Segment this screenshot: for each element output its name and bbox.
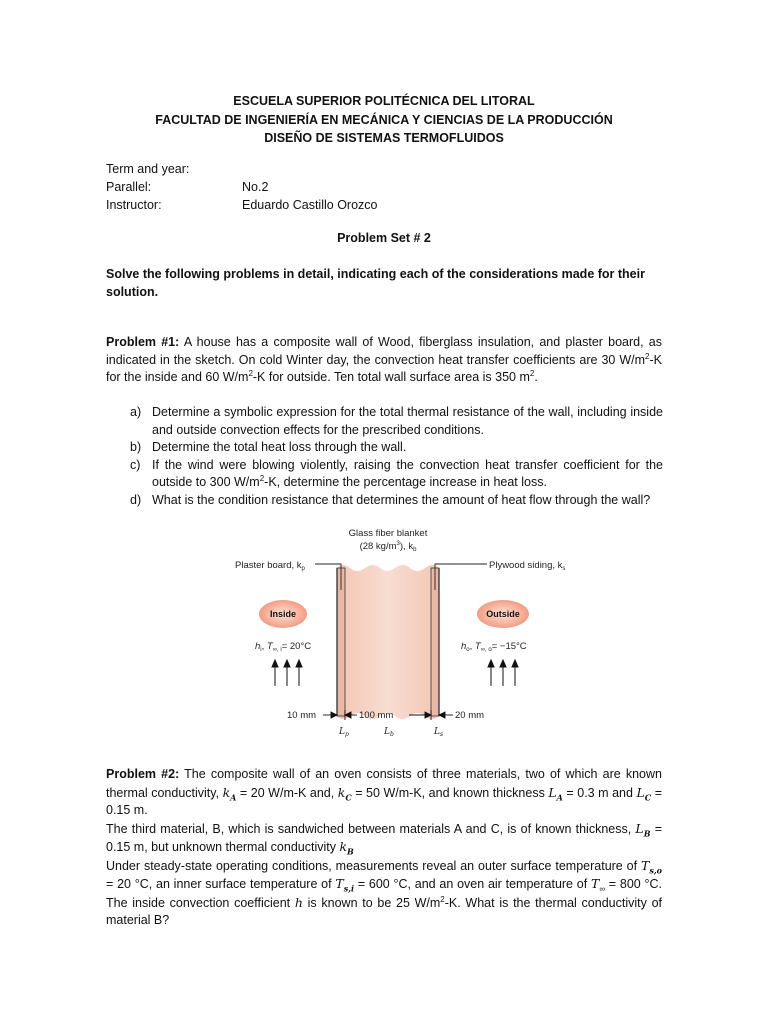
list-item: c) If the wind were blowing violently, raising the convection heat transfer coefficient for the outside to 300 $W/m^2-K$, determine the percentage increase in heat loss. <box>130 457 663 489</box>
plaster-board-label: Plaster board, $k_p$ <box>235 560 305 572</box>
course-info <box>106 160 377 214</box>
glass-fiber-label: Glass fiber blanket <box>348 528 428 539</box>
faculty-name: FACULTAD DE INGENIERÍA EN MECÁNICA Y CIENCIAS DE LA PRODUCCIÓN <box>155 112 613 127</box>
plywood-label: Plywood siding, $k_s$ <box>489 560 566 572</box>
dim-plaster: 10 mm <box>287 710 317 721</box>
course-name: DISEÑO DE SISTEMAS TERMOFLUIDOS <box>264 131 504 145</box>
problem-2-paragraph-1: Problem #2: The composite wall of an oven consists of three materials, two of which are known thermal conductivity, $k_A = 20$ W/m-K and, $k_C = 50$ W/m-K, and known thickness $L_A = 0.3$ m and $L_C = 0.15$ m. <box>106 767 662 817</box>
parallel-row <box>106 178 377 196</box>
inside-badge <box>259 600 307 628</box>
glass-fiber-density-label: (28 $kg/m^3$), $k_b$ <box>359 541 417 553</box>
list-item: a) Determine a symbolic expression for the total thermal resistance of the wall, including inside and outside convection effects for the prescribed conditions. <box>130 405 663 437</box>
university-name: ESCUELA SUPERIOR POLITÉCNICA DEL LITORAL <box>233 94 535 108</box>
instructor-row <box>106 196 377 214</box>
document-header <box>0 92 768 148</box>
problem-2-paragraph-2: The third material, B, which is sandwiched between materials A and C, is of known thickness, $L_B = 0.15$ m, but unknown thermal conductivity $k_B$ <box>106 820 662 857</box>
inside-flow-arrows <box>272 660 302 686</box>
plaster-board-layer <box>337 568 345 716</box>
dim-plywood: 20 mm <box>455 710 485 721</box>
L-p-label: $L_p$ <box>339 727 349 738</box>
L-s-label: $L_s$ <box>434 727 444 738</box>
svg-text:Inside: Inside <box>269 609 297 619</box>
svg-text:Outside: Outside <box>486 609 520 619</box>
term-row <box>106 160 377 178</box>
parallel-label: Parallel: <box>106 180 152 194</box>
dim-glass: 100 mm <box>359 710 394 721</box>
list-item: b) Determine the total heat loss through the wall. <box>130 440 407 454</box>
problem-2-label: Problem #2: <box>106 767 180 781</box>
L-b-label: $L_b$ <box>384 727 394 738</box>
plywood-layer <box>431 568 439 716</box>
composite-wall-figure <box>225 520 585 742</box>
outside-conditions: $h_o$, $T_\infty$, o= −15°C <box>461 641 527 653</box>
instructor-label: Instructor: <box>106 198 162 212</box>
term-label: Term and year: <box>106 162 190 176</box>
instructor-value: Eduardo Castillo Orozco <box>242 198 378 212</box>
wall-body <box>337 565 439 719</box>
parallel-value: No.2 <box>242 180 269 194</box>
outside-badge <box>477 600 529 628</box>
problem-1-label: Problem #1: <box>106 335 180 349</box>
inside-conditions: $h_i$, $T_\infty$, i= 20°C <box>255 641 312 653</box>
problem-set-title: Problem Set # 2 <box>337 231 431 245</box>
problem-1-statement: Problem #1: A house has a composite wall of Wood, fiberglass insulation, and plaster board, as indicated in the sketch. On cold Winter day, the convection heat transfer coefficients are 30 $W/m^2-K$ for the inside and 60 $W/m^2-K$ for outside. Ten total wall surface area is 350 $m^2$. <box>106 335 662 384</box>
problem-2-paragraph-3: Under steady-state operating conditions, measurements reveal an outer surface temperature of $T_{s,o} = 20$ °C, an inner surface temperature of $T_{s,i} = 600$ °C, and an oven air temperature of $T_\infty = 800$ °C. The inside convection coefficient h is known to be 25 $W/m^2-K$. What is the thermal conductivity of material B? <box>106 857 662 927</box>
list-item: d) What is the condition resistance that determines the amount of heat flow through the wall? <box>130 492 651 507</box>
plywood-leader-line <box>435 564 487 590</box>
outside-flow-arrows <box>488 660 518 686</box>
problem-1-questions <box>130 404 663 509</box>
problem-2-statement <box>106 766 662 930</box>
instructions: Solve the following problems in detail, indicating each of the considerations made for their solution. <box>106 267 645 299</box>
